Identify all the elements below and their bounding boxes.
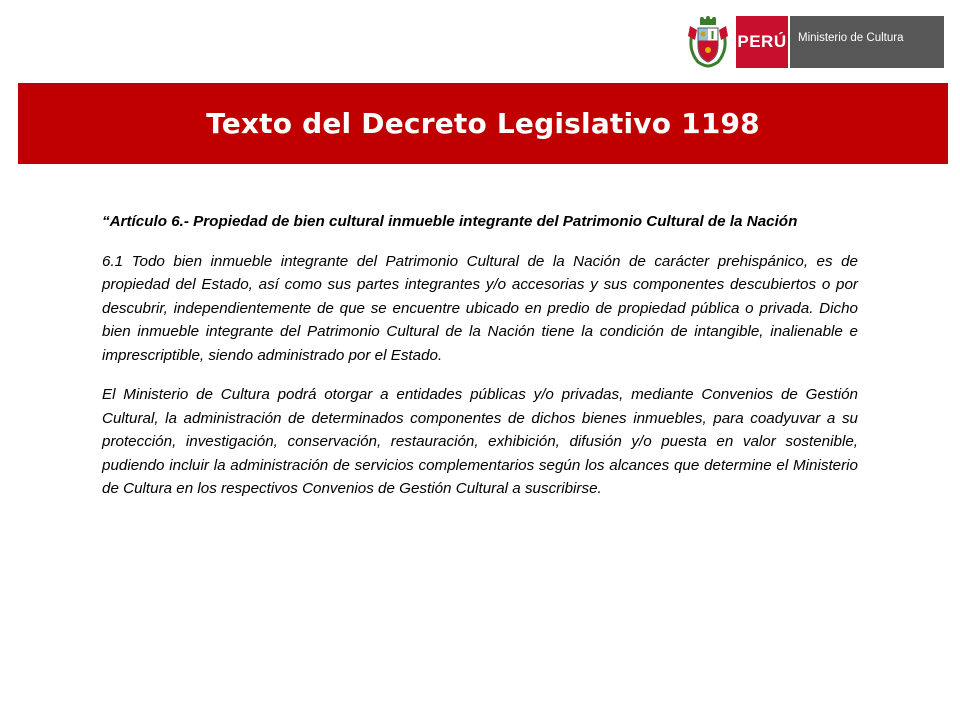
article-heading: “Artículo 6.- Propiedad de bien cultural inmueble integrante del Patrimonio Cultural de la Nación — [102, 213, 798, 230]
ministry-logo — [684, 16, 944, 68]
page-title: Texto del Decreto Legislativo 1198 — [206, 107, 760, 140]
peru-label: PERÚ — [736, 16, 788, 68]
title-banner — [18, 83, 948, 164]
article-paragraph: El Ministerio de Cultura podrá otorgar a entidades públicas y/o privadas, mediante Convenios de Gestión Cultural, la administración de determinados componentes de dichos bienes inmuebles, para coadyuvar a su protección, investigación, conservación, restauración, exhibición, difusión y/o puesta en valor sostenible, pudiendo incluir la administración de servicios complementarios según los alcances que determine el Ministerio de Cultura en los respectivos Convenios de Gestión Cultural a suscribirse. — [102, 386, 858, 497]
peru-coat-of-arms-icon — [684, 16, 732, 68]
article-paragraph: 6.1 Todo bien inmueble integrante del Patrimonio Cultural de la Nación de carácter prehispánico, es de propiedad del Estado, así como sus partes integrantes y/o accesorias y sus componentes descubiertos o por descubrir, independientemente de que se encuentre ubicado en predio de propiedad pública o privada. Dicho bien inmueble integrante del Patrimonio Cultural de la Nación tiene la condición de intangible, inalienable e imprescriptible, siendo administrado por el Estado. — [102, 252, 858, 364]
ministry-label: Ministerio de Cultura — [790, 16, 944, 68]
article-body — [102, 210, 858, 517]
